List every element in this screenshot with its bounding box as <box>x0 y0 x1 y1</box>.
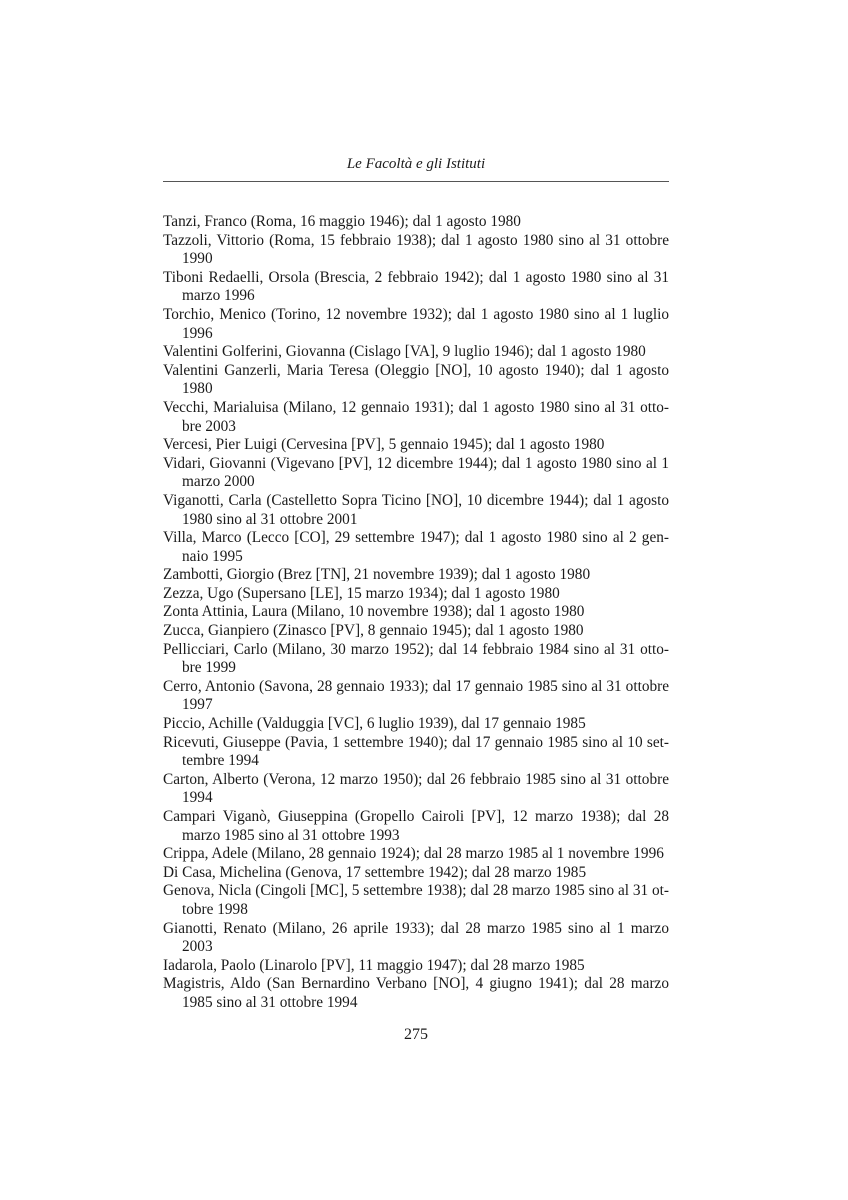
list-item: Pellicciari, Carlo (Milano, 30 marzo 1952); dal 14 febbraio 1984 sino al 31 ottobre 1999 <box>163 640 669 677</box>
list-item: Villa, Marco (Lecco [CO], 29 settembre 1947); dal 1 agosto 1980 sino al 2 gennaio 1995 <box>163 529 669 565</box>
list-item: Tiboni Redaelli, Orsola (Brescia, 2 febbraio 1942); dal 1 agosto 1980 sino al 31 marzo 1996 <box>163 268 669 305</box>
list-item: Piccio, Achille (Valduggia [VC], 6 luglio 1939), dal 17 gennaio 1985 <box>163 715 586 733</box>
list-item: Viganotti, Carla (Castelletto Sopra Ticino [NO], 10 dicembre 1944); dal 1 agosto 1980 sino al 31 ottobre 2001 <box>163 491 669 528</box>
list-item: Torchio, Menico (Torino, 12 novembre 1932); dal 1 agosto 1980 sino al 1 luglio 1996 <box>163 305 669 342</box>
list-item: Carton, Alberto (Verona, 12 marzo 1950); dal 26 febbraio 1985 sino al 31 ottobre 1994 <box>163 770 669 807</box>
list-item: Di Casa, Michelina (Genova, 17 settembre 1942); dal 28 marzo 1985 <box>163 863 587 881</box>
list-item: Zambotti, Giorgio (Brez [TN], 21 novembre 1939); dal 1 agosto 1980 <box>163 566 591 584</box>
list-item: Crippa, Adele (Milano, 28 gennaio 1924); dal 28 marzo 1985 al 1 novembre 1996 <box>163 845 664 863</box>
list-item: Vecchi, Marialuisa (Milano, 12 gennaio 1931); dal 1 agosto 1980 sino al 31 ottobre 2003 <box>163 398 669 435</box>
list-item: Zonta Attinia, Laura (Milano, 10 novembre 1938); dal 1 agosto 1980 <box>163 603 585 621</box>
list-item: Tanzi, Franco (Roma, 16 maggio 1946); dal 1 agosto 1980 <box>163 213 521 230</box>
list-item: Valentini Ganzerli, Maria Teresa (Oleggio [NO], 10 agosto 1940); dal 1 agosto 1980 <box>163 361 669 398</box>
page-number: 275 <box>404 1026 428 1043</box>
list-item: Gianotti, Renato (Milano, 26 aprile 1933); dal 28 marzo 1985 sino al 1 marzo 2003 <box>163 919 669 956</box>
list-item: Ricevuti, Giuseppe (Pavia, 1 settembre 1940); dal 17 gennaio 1985 sino al 10 settembre 1994 <box>163 733 669 770</box>
list-item: Vercesi, Pier Luigi (Cervesina [PV], 5 gennaio 1945); dal 1 agosto 1980 <box>163 436 605 454</box>
entry-list <box>163 213 669 1013</box>
list-item: Genova, Nicla (Cingoli [MC], 5 settembre 1938); dal 28 marzo 1985 sino al 31 ottobre 1998 <box>163 882 669 918</box>
list-item: Vidari, Giovanni (Vigevano [PV], 12 dicembre 1944); dal 1 agosto 1980 sino al 1 marzo 2000 <box>163 454 669 491</box>
list-item: Zucca, Gianpiero (Zinasco [PV], 8 gennaio 1945); dal 1 agosto 1980 <box>163 622 584 640</box>
list-item: Magistris, Aldo (San Bernardino Verbano [NO], 4 giugno 1941); dal 28 marzo 1985 sino al 31 ottobre 1994 <box>163 975 669 1011</box>
list-item: Cerro, Antonio (Savona, 28 gennaio 1933); dal 17 gennaio 1985 sino al 31 ottobre 1997 <box>163 677 669 714</box>
list-item: Zezza, Ugo (Supersano [LE], 15 marzo 1934); dal 1 agosto 1980 <box>163 584 560 602</box>
header-rule <box>163 181 669 182</box>
list-item: Valentini Golferini, Giovanna (Cislago [VA], 9 luglio 1946); dal 1 agosto 1980 <box>163 343 646 361</box>
running-head: Le Facoltà e gli Istituti <box>346 156 486 172</box>
list-item: Iadarola, Paolo (Linarolo [PV], 11 maggio 1947); dal 28 marzo 1985 <box>163 956 585 974</box>
list-item: Tazzoli, Vittorio (Roma, 15 febbraio 1938); dal 1 agosto 1980 sino al 31 ottobre 1990 <box>163 231 669 268</box>
list-item: Campari Viganò, Giuseppina (Gropello Cairoli [PV], 12 marzo 1938); dal 28 marzo 1985 sino al 31 ottobre 1993 <box>163 808 669 844</box>
